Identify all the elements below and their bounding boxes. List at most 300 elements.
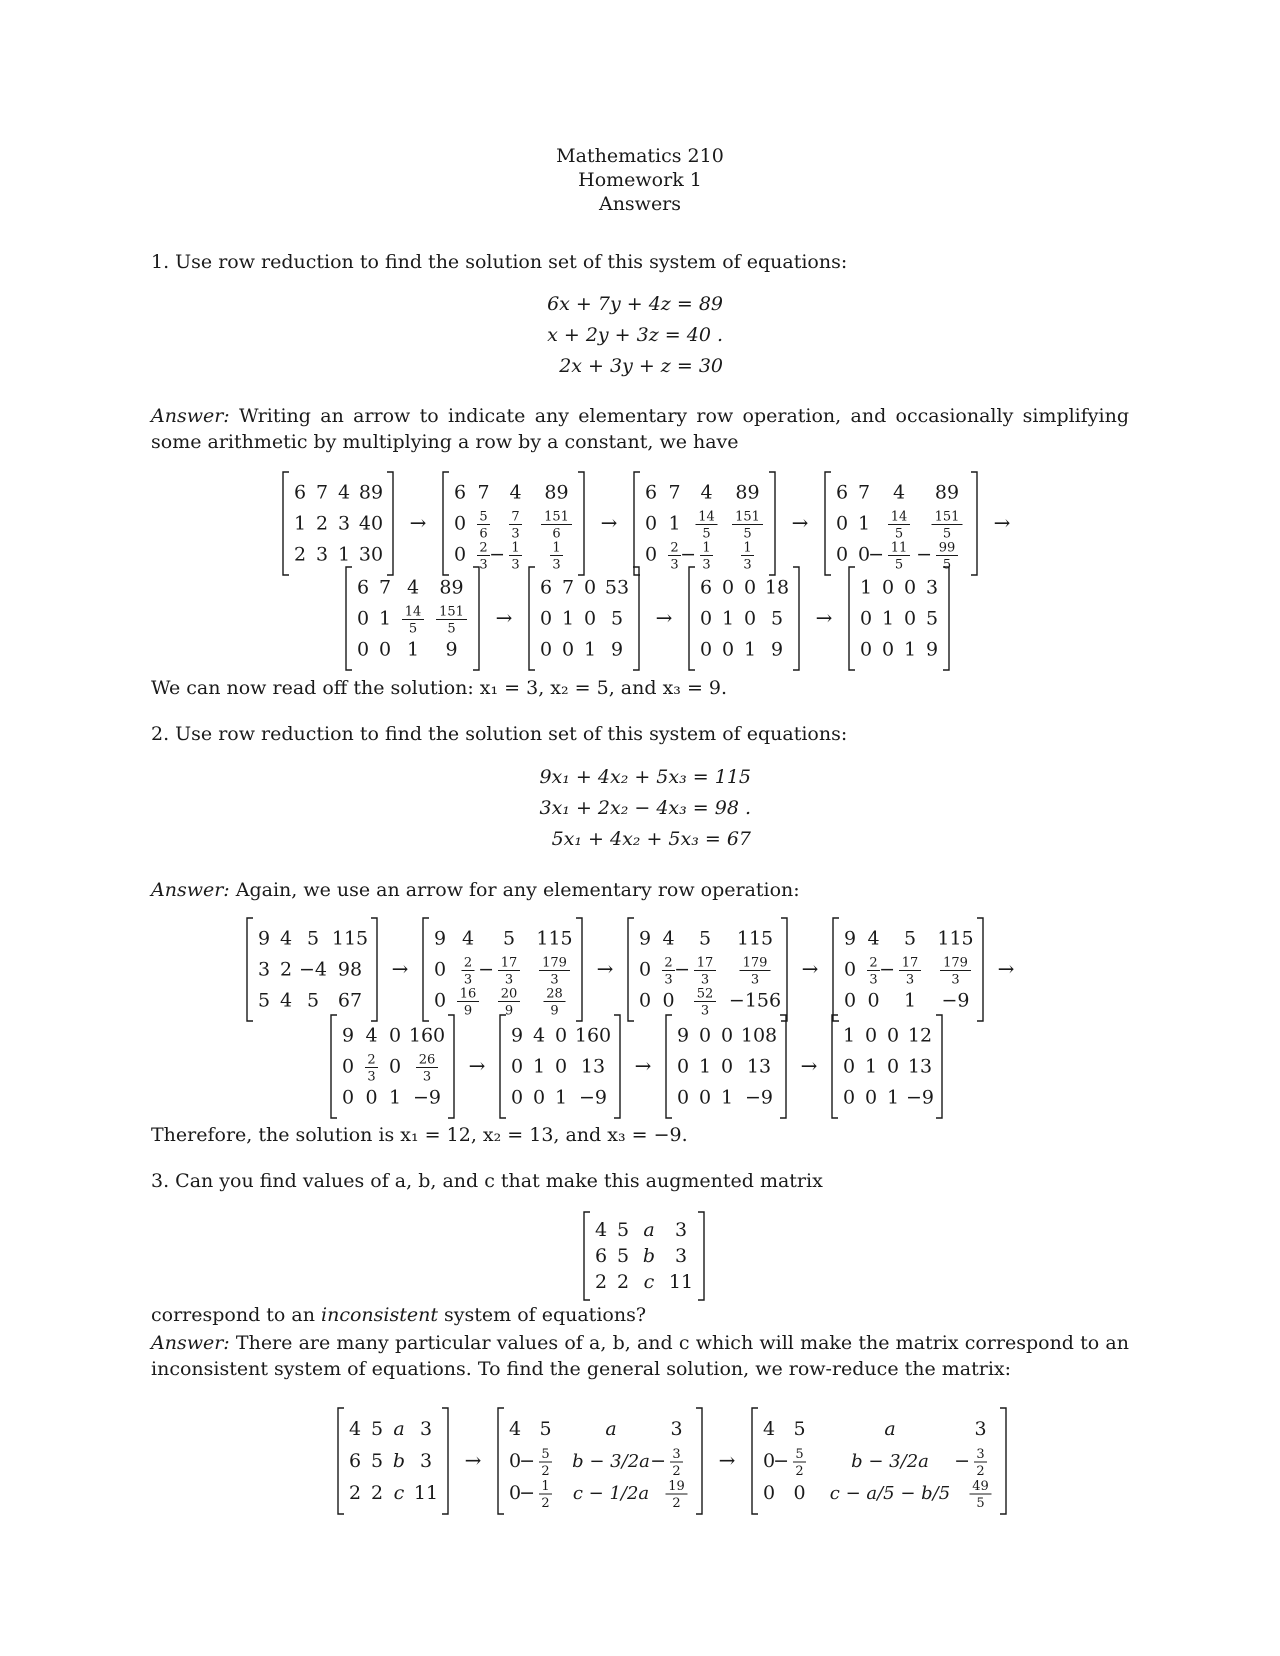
matrix-cell xyxy=(974,1418,986,1440)
svg-text:9: 9 xyxy=(463,1003,473,1019)
svg-text:17: 17 xyxy=(696,955,714,971)
svg-text:5: 5 xyxy=(306,989,320,1012)
svg-text:c − 1/2a: c − 1/2a xyxy=(572,1483,650,1504)
svg-text:5: 5 xyxy=(370,1450,384,1472)
row-op-arrow: → xyxy=(718,1448,736,1472)
matrix-cell xyxy=(595,1245,607,1267)
matrix-cell xyxy=(416,1053,438,1085)
matrix-cell xyxy=(519,1447,552,1479)
svg-text:−9: −9 xyxy=(744,1086,774,1109)
svg-text:3: 3 xyxy=(419,1418,433,1440)
svg-text:14: 14 xyxy=(698,509,715,525)
matrix-cell xyxy=(932,510,963,542)
left-bracket xyxy=(529,567,535,670)
right-bracket xyxy=(387,472,393,575)
matrix-cell xyxy=(763,1482,775,1504)
matrix-cell xyxy=(744,577,756,599)
matrix-cell xyxy=(436,605,467,637)
matrix-cell xyxy=(666,1479,688,1511)
matrix-cell xyxy=(511,1056,523,1078)
matrix-cell xyxy=(540,639,552,661)
svg-text:3: 3 xyxy=(925,576,939,599)
answers-subtitle: Answers xyxy=(598,193,682,215)
matrix-cell xyxy=(572,1451,650,1472)
svg-text:5: 5 xyxy=(698,927,712,950)
matrix-cell xyxy=(393,1418,404,1440)
svg-text:−: − xyxy=(674,958,690,981)
problem2-matrix-3 xyxy=(628,918,787,1021)
svg-text:0: 0 xyxy=(638,989,652,1012)
svg-text:160: 160 xyxy=(574,1024,612,1047)
problem3-matrix-1 xyxy=(338,1408,448,1514)
svg-text:6: 6 xyxy=(699,576,713,599)
svg-text:0: 0 xyxy=(721,576,735,599)
matrix-cell xyxy=(454,482,466,504)
svg-text:9: 9 xyxy=(610,638,624,661)
row-op-arrow: → xyxy=(464,1448,482,1472)
svg-text:b − 3/2a: b − 3/2a xyxy=(572,1451,650,1472)
svg-text:5: 5 xyxy=(502,927,516,950)
svg-text:9: 9 xyxy=(510,1024,524,1047)
row-op-arrow: → xyxy=(409,510,427,535)
matrix-cell xyxy=(643,1219,654,1241)
matrix-cell xyxy=(584,608,596,630)
matrix-cell xyxy=(511,1087,523,1109)
problem3-answer-text: There are many particular values of a, b, and c which will make the matrix correspond to an inconsistent system of equations. To find the general solution, we row-reduce the matrix: xyxy=(151,1332,1129,1380)
matrix-cell xyxy=(533,1087,545,1109)
matrix-cell xyxy=(860,577,872,599)
matrix-cell xyxy=(357,639,369,661)
svg-text:2: 2 xyxy=(370,1482,384,1504)
svg-text:1: 1 xyxy=(881,607,895,630)
matrix-cell xyxy=(389,1025,401,1047)
svg-text:0: 0 xyxy=(676,1086,690,1109)
svg-text:19: 19 xyxy=(668,1479,685,1494)
svg-text:1: 1 xyxy=(721,607,735,630)
svg-text:53: 53 xyxy=(604,576,630,599)
problem3-after-em: inconsistent xyxy=(321,1304,438,1326)
matrix-cell xyxy=(860,639,872,661)
matrix-cell xyxy=(722,608,734,630)
matrix-cell xyxy=(555,1025,567,1047)
matrix-cell xyxy=(420,1450,432,1472)
matrix-cell xyxy=(611,608,623,630)
matrix-cell xyxy=(307,990,319,1012)
matrix-cell xyxy=(280,959,292,981)
svg-text:0: 0 xyxy=(510,1086,524,1109)
matrix-cell xyxy=(865,1025,877,1047)
left-bracket xyxy=(752,1408,758,1514)
svg-text:98: 98 xyxy=(337,958,363,981)
matrix-cell xyxy=(562,639,574,661)
matrix-cell xyxy=(941,990,969,1012)
svg-text:3: 3 xyxy=(257,958,271,981)
problem1b-matrix-3 xyxy=(689,567,799,670)
problem2b-matrix-4 xyxy=(832,1015,942,1118)
matrix-cell xyxy=(371,1450,383,1472)
svg-text:3: 3 xyxy=(552,557,561,573)
left-bracket xyxy=(443,472,449,575)
left-bracket xyxy=(628,918,634,1021)
matrix-cell xyxy=(611,639,623,661)
right-bracket xyxy=(971,472,977,575)
svg-text:−: − xyxy=(868,543,884,566)
svg-text:2: 2 xyxy=(541,1496,550,1511)
matrix-cell xyxy=(696,510,718,542)
matrix-cell xyxy=(357,577,369,599)
svg-text:4: 4 xyxy=(406,576,420,599)
problem3-matrix-2 xyxy=(498,1408,702,1514)
svg-text:1: 1 xyxy=(554,1086,568,1109)
matrix-cell xyxy=(844,959,856,981)
matrix-cell xyxy=(434,990,446,1012)
matrix-cell xyxy=(935,482,959,504)
svg-text:2: 2 xyxy=(594,1271,608,1293)
left-bracket xyxy=(584,1212,590,1300)
right-bracket xyxy=(698,1212,704,1300)
matrix-cell xyxy=(477,482,489,504)
course-title: Mathematics 210 xyxy=(556,145,724,167)
matrix-cell xyxy=(722,639,734,661)
svg-text:2: 2 xyxy=(479,540,488,556)
svg-text:6: 6 xyxy=(479,526,488,542)
left-bracket xyxy=(634,472,640,575)
svg-text:151: 151 xyxy=(544,509,569,525)
svg-text:3: 3 xyxy=(700,972,710,988)
svg-text:0: 0 xyxy=(378,638,392,661)
svg-text:11: 11 xyxy=(890,540,908,556)
svg-text:3: 3 xyxy=(672,1447,681,1462)
svg-text:1: 1 xyxy=(583,638,597,661)
svg-text:179: 179 xyxy=(943,955,968,971)
svg-text:3: 3 xyxy=(479,557,488,573)
matrix-cell xyxy=(879,956,921,988)
svg-text:6: 6 xyxy=(552,526,561,542)
svg-text:2: 2 xyxy=(616,1271,630,1293)
svg-text:14: 14 xyxy=(404,604,422,620)
row-op-arrow: → xyxy=(791,510,809,535)
svg-text:0: 0 xyxy=(842,1055,856,1078)
svg-text:0: 0 xyxy=(857,543,871,566)
svg-text:17: 17 xyxy=(901,955,919,971)
matrix-cell xyxy=(793,1418,805,1440)
problem3-after-post: system of equations? xyxy=(444,1304,647,1326)
matrix-cell xyxy=(639,990,651,1012)
svg-text:14: 14 xyxy=(890,509,908,525)
svg-text:a: a xyxy=(393,1418,405,1440)
matrix-cell xyxy=(836,482,848,504)
matrix-cell xyxy=(700,608,712,630)
svg-text:9: 9 xyxy=(257,927,271,950)
matrix-cell xyxy=(645,544,657,566)
matrix-cell xyxy=(407,577,419,599)
svg-text:3: 3 xyxy=(419,1450,433,1472)
matrix-cell xyxy=(342,1025,354,1047)
matrix-cell xyxy=(904,990,916,1012)
problem1-eq-1: 6x + 7y + 4z = 89 xyxy=(547,293,723,315)
svg-text:0: 0 xyxy=(698,1086,712,1109)
matrix-cell xyxy=(677,1087,689,1109)
problem2-eq-3: 5x₁ + 4x₂ + 5x₃ = 67 xyxy=(551,828,751,850)
left-bracket xyxy=(283,472,289,575)
matrix-cell xyxy=(668,513,680,535)
svg-text:9: 9 xyxy=(341,1024,355,1047)
svg-text:6: 6 xyxy=(293,481,307,504)
problem1-conclusion: We can now read off the solution: x₁ = 3, x₂ = 5, and x₃ = 9. xyxy=(151,677,728,699)
svg-text:3: 3 xyxy=(869,972,878,988)
svg-text:0: 0 xyxy=(638,958,652,981)
matrix-cell xyxy=(365,1087,377,1109)
svg-text:5: 5 xyxy=(610,607,624,630)
svg-text:0: 0 xyxy=(508,1450,522,1472)
matrix-cell xyxy=(763,1418,775,1440)
right-bracket xyxy=(943,567,949,670)
left-bracket xyxy=(247,918,253,1021)
svg-text:5: 5 xyxy=(942,557,952,573)
matrix-cell xyxy=(541,510,572,542)
svg-text:7: 7 xyxy=(857,481,871,504)
svg-text:0: 0 xyxy=(864,1024,878,1047)
matrix-cell xyxy=(414,1482,438,1504)
problem3-matrix-3 xyxy=(752,1408,1006,1514)
matrix-cell xyxy=(503,928,515,950)
svg-text:11: 11 xyxy=(413,1482,439,1504)
svg-text:3: 3 xyxy=(702,557,711,573)
svg-text:a: a xyxy=(643,1219,655,1241)
row-op-arrow: → xyxy=(800,1053,818,1078)
svg-text:7: 7 xyxy=(378,576,392,599)
matrix-cell xyxy=(906,1087,934,1109)
svg-text:2: 2 xyxy=(279,958,293,981)
problem2-matrix-2 xyxy=(423,918,582,1021)
matrix-cell xyxy=(926,577,938,599)
matrix-cell xyxy=(740,956,771,988)
matrix-cell xyxy=(867,956,880,988)
svg-text:67: 67 xyxy=(337,989,363,1012)
svg-text:c: c xyxy=(393,1482,405,1504)
matrix-cell xyxy=(498,987,520,1019)
svg-text:0: 0 xyxy=(676,1055,690,1078)
matrix-cell xyxy=(439,577,463,599)
svg-text:0: 0 xyxy=(762,1482,776,1504)
svg-text:5: 5 xyxy=(793,1418,806,1440)
svg-text:0: 0 xyxy=(903,607,917,630)
left-bracket xyxy=(849,567,855,670)
svg-text:4: 4 xyxy=(337,481,351,504)
svg-text:3: 3 xyxy=(367,1069,376,1085)
svg-text:0: 0 xyxy=(859,607,873,630)
svg-text:28: 28 xyxy=(546,986,563,1002)
svg-text:151: 151 xyxy=(439,604,464,620)
svg-text:1: 1 xyxy=(337,543,351,566)
svg-text:9: 9 xyxy=(770,638,784,661)
svg-text:−: − xyxy=(916,543,932,566)
matrix-cell xyxy=(409,1025,445,1047)
matrix-cell xyxy=(771,639,783,661)
svg-text:5: 5 xyxy=(616,1245,630,1267)
matrix-cell xyxy=(735,482,759,504)
matrix-cell xyxy=(294,482,306,504)
matrix-cell xyxy=(843,1056,855,1078)
left-bracket xyxy=(331,1015,337,1118)
svg-text:108: 108 xyxy=(740,1024,778,1047)
svg-text:160: 160 xyxy=(408,1024,446,1047)
svg-text:0: 0 xyxy=(433,958,447,981)
matrix-cell xyxy=(865,1087,877,1109)
svg-text:9: 9 xyxy=(504,1003,514,1019)
svg-text:−: − xyxy=(519,1482,535,1504)
matrix-cell xyxy=(675,1219,687,1241)
matrix-cell xyxy=(544,482,568,504)
svg-text:5: 5 xyxy=(541,1447,550,1462)
svg-text:0: 0 xyxy=(453,543,467,566)
matrix-cell xyxy=(617,1219,629,1241)
matrix-cell xyxy=(533,1056,545,1078)
matrix-cell xyxy=(555,1087,567,1109)
matrix-cell xyxy=(478,956,520,988)
matrix-cell xyxy=(908,1025,932,1047)
svg-text:3: 3 xyxy=(670,557,679,573)
matrix-cell xyxy=(858,513,870,535)
svg-text:16: 16 xyxy=(459,986,477,1002)
svg-text:−9: −9 xyxy=(905,1086,935,1109)
svg-text:1: 1 xyxy=(668,512,681,535)
left-bracket xyxy=(825,472,831,575)
svg-text:1: 1 xyxy=(702,540,711,556)
matrix-cell xyxy=(605,1418,616,1440)
svg-text:2: 2 xyxy=(315,512,329,535)
matrix-cell xyxy=(741,541,754,573)
matrix-cell xyxy=(639,928,651,950)
matrix-cell xyxy=(509,482,521,504)
svg-text:0: 0 xyxy=(864,1086,878,1109)
matrix-cell xyxy=(737,928,773,950)
svg-text:0: 0 xyxy=(644,512,658,535)
row-op-arrow: → xyxy=(495,605,513,630)
svg-text:179: 179 xyxy=(542,955,567,971)
matrix-cell xyxy=(771,608,783,630)
svg-text:−: − xyxy=(773,1450,789,1472)
matrix-cell xyxy=(413,1087,441,1109)
svg-text:−: − xyxy=(680,543,696,566)
svg-text:0: 0 xyxy=(762,1450,776,1472)
matrix-cell xyxy=(536,928,572,950)
matrix-cell xyxy=(677,1025,689,1047)
matrix-cell xyxy=(662,956,675,988)
matrix-cell xyxy=(595,1219,607,1241)
matrix-cell xyxy=(887,1087,899,1109)
matrix-cell xyxy=(745,1087,773,1109)
svg-text:17: 17 xyxy=(500,955,518,971)
problem2b-matrix-1 xyxy=(331,1015,454,1118)
matrix-cell xyxy=(904,928,916,950)
problem1-matrix-4 xyxy=(825,472,977,575)
matrix-cell xyxy=(338,990,362,1012)
matrix-cell xyxy=(359,513,383,535)
svg-text:12: 12 xyxy=(907,1024,933,1047)
problem3-after-matrix xyxy=(151,1303,646,1327)
svg-text:13: 13 xyxy=(907,1055,933,1078)
matrix-cell xyxy=(389,1087,401,1109)
svg-text:89: 89 xyxy=(544,481,569,504)
svg-text:1: 1 xyxy=(561,607,575,630)
matrix-cell xyxy=(359,482,383,504)
svg-text:151: 151 xyxy=(934,509,960,525)
svg-text:4: 4 xyxy=(509,481,522,504)
matrix-cell xyxy=(371,1418,383,1440)
problem1b-matrix-1 xyxy=(346,567,479,670)
matrix-cell xyxy=(258,959,270,981)
svg-text:1: 1 xyxy=(293,512,307,535)
right-bracket xyxy=(614,1015,620,1118)
problem3-answer xyxy=(151,1330,1129,1382)
svg-text:11: 11 xyxy=(668,1271,694,1293)
svg-text:0: 0 xyxy=(843,989,857,1012)
matrix-cell xyxy=(365,1025,377,1047)
svg-text:0: 0 xyxy=(842,1086,856,1109)
matrix-cell xyxy=(477,510,490,542)
matrix-cell xyxy=(519,1479,552,1511)
row-op-arrow: → xyxy=(997,956,1015,981)
svg-text:0: 0 xyxy=(532,1086,546,1109)
matrix-cell xyxy=(280,928,292,950)
svg-text:4: 4 xyxy=(867,927,880,950)
svg-text:4: 4 xyxy=(662,927,675,950)
svg-text:0: 0 xyxy=(720,1024,734,1047)
svg-text:3: 3 xyxy=(422,1069,432,1085)
svg-text:151: 151 xyxy=(735,509,760,525)
matrix-cell xyxy=(773,1447,806,1479)
svg-text:26: 26 xyxy=(418,1052,436,1068)
matrix-cell xyxy=(970,1479,992,1511)
svg-text:1: 1 xyxy=(743,540,752,556)
matrix-cell xyxy=(858,482,870,504)
matrix-cell xyxy=(700,577,712,599)
problem1-prompt: 1. Use row reduction to find the solution set of this system of equations: xyxy=(151,251,848,273)
problem2-matrix-1 xyxy=(247,918,377,1021)
svg-text:0: 0 xyxy=(721,638,735,661)
matrix-cell xyxy=(294,513,306,535)
problem2-eq-2: 3x₁ + 2x₂ − 4x₃ = 98 . xyxy=(539,797,751,819)
left-bracket xyxy=(833,918,839,1021)
svg-text:0: 0 xyxy=(867,989,880,1012)
matrix-cell xyxy=(509,1418,521,1440)
svg-text:40: 40 xyxy=(358,512,384,535)
matrix-cell xyxy=(670,1418,682,1440)
svg-text:−9: −9 xyxy=(941,989,970,1012)
svg-text:115: 115 xyxy=(536,927,573,950)
svg-text:3: 3 xyxy=(976,1447,985,1462)
svg-text:−9: −9 xyxy=(412,1086,442,1109)
matrix-cell xyxy=(860,608,872,630)
svg-text:1: 1 xyxy=(532,1055,546,1078)
matrix-cell xyxy=(371,1482,383,1504)
matrix-cell xyxy=(844,990,856,1012)
svg-text:6: 6 xyxy=(453,481,467,504)
matrix-cell xyxy=(393,1450,405,1472)
matrix-cell xyxy=(332,928,368,950)
matrix-cell xyxy=(402,605,424,637)
svg-text:0: 0 xyxy=(388,1055,402,1078)
matrix-cell xyxy=(349,1482,361,1504)
svg-text:0: 0 xyxy=(743,607,757,630)
svg-text:a: a xyxy=(884,1418,896,1440)
matrix-cell xyxy=(954,1447,987,1479)
left-bracket xyxy=(498,1408,504,1514)
matrix-cell xyxy=(680,541,713,573)
left-bracket xyxy=(689,567,695,670)
svg-text:89: 89 xyxy=(439,576,464,599)
